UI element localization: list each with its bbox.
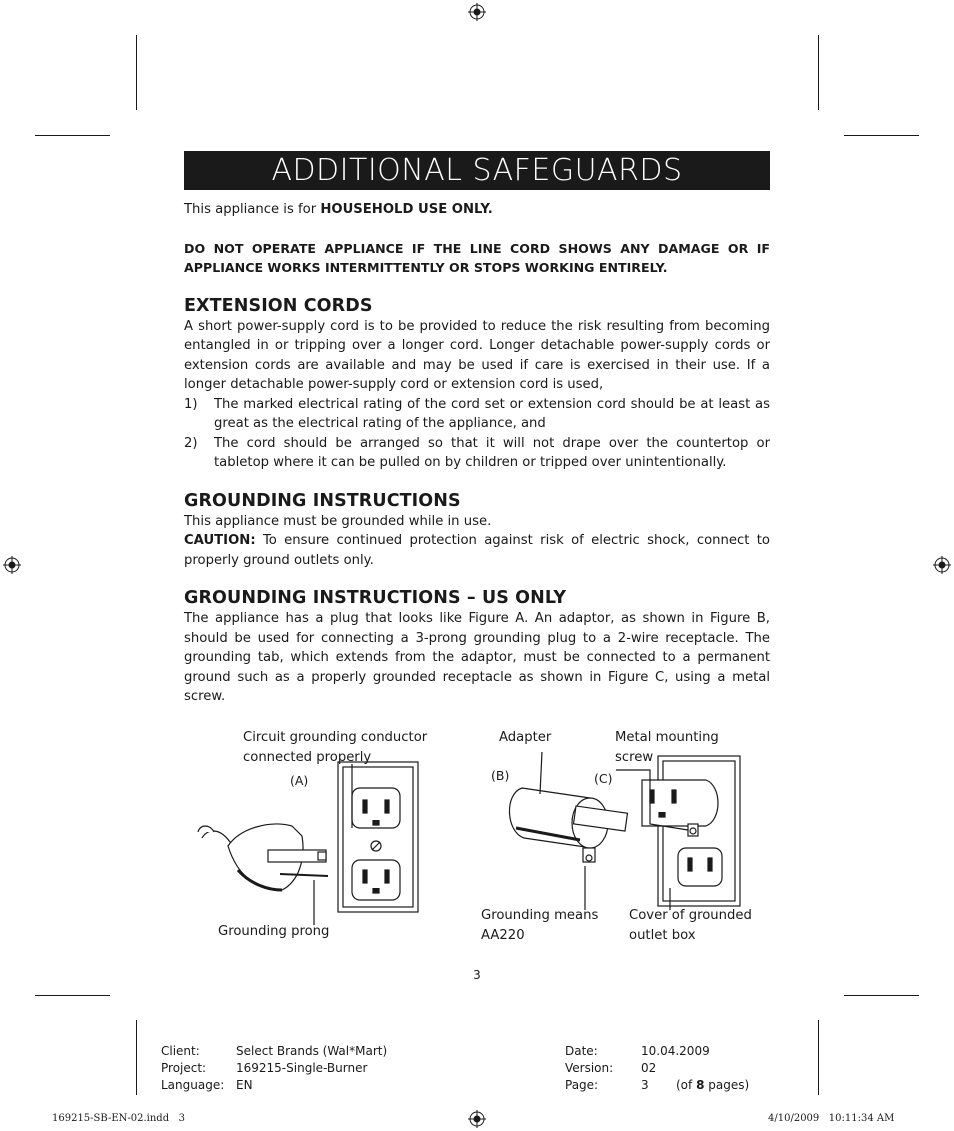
extension-cords-body: A short power-supply cord is to be provided to reduce the risk resulting from becoming entangled in or tripping over a longer cord. Longer detachable power-supply cords or extension cords are available and may be used if care is exercised in their use. If a longer detachable power-supply cord or extension cord is used, [184, 318, 770, 392]
caution-text: To ensure continued protection against risk of electric shock, connect to properly ground outlets only. [184, 533, 770, 568]
outlet-c-lower [678, 848, 722, 886]
crop-mark-bottom-right-vertical [818, 1020, 819, 1095]
slug-timestamp: 4/10/2009 10:11:34 AM [768, 1113, 895, 1124]
footer-page-total [676, 1077, 749, 1094]
footer-version-value: 02 [641, 1061, 657, 1075]
footer-date-label: Date: [565, 1044, 598, 1058]
label-grounding-prong: Grounding prong [218, 924, 330, 939]
label-line: AA220 [481, 927, 525, 943]
main-content [184, 200, 770, 707]
crop-mark-top-right-horizontal [844, 135, 919, 136]
intro-emphasis: HOUSEHOLD USE ONLY. [320, 202, 493, 217]
registration-mark-icon [933, 556, 951, 574]
list-item-number: 2) [184, 435, 198, 451]
plug-cord-end [198, 826, 214, 832]
footer-client-value: Select Brands (Wal*Mart) [236, 1044, 388, 1058]
footer-page-label: Page: [565, 1078, 599, 1092]
list-item-text: The cord should be arranged so that it will not drape over the countertop or tabletop where it can be pulled on by children or tripped over unintentionally. [214, 435, 770, 470]
list-item [184, 434, 770, 473]
footer-project-label: Project: [161, 1061, 207, 1075]
label-circuit-grounding [243, 728, 427, 767]
label-adapter: Adapter [499, 730, 552, 745]
list-item [184, 395, 770, 434]
label-line: outlet box [629, 927, 696, 943]
label-line: Grounding means [481, 908, 599, 923]
label-line: Circuit grounding conductor [243, 730, 428, 745]
registration-mark-icon [3, 556, 21, 574]
label-line: screw [615, 749, 654, 765]
label-line: Cover of grounded [629, 908, 752, 923]
footer-version-label: Version: [565, 1061, 614, 1075]
extension-cords-list [184, 395, 770, 473]
extension-cords-heading: EXTENSION CORDS [184, 295, 373, 316]
list-item-number: 1) [184, 396, 198, 412]
label-figure-c: (C) [594, 771, 613, 786]
list-item-text: The marked electrical rating of the cord set or extension cord should be at least as great as the electrical rating of the appliance, and [214, 396, 770, 431]
grounding-line: This appliance must be grounded while in use. [184, 513, 492, 529]
grounding-heading: GROUNDING INSTRUCTIONS [184, 490, 461, 511]
slug-filename: 169215-SB-EN-02.indd 3 [52, 1113, 185, 1124]
caution-paragraph [184, 531, 770, 570]
label-figure-b: (B) [491, 768, 510, 783]
crop-mark-top-right-vertical [818, 35, 819, 110]
label-metal-mounting-screw [615, 728, 719, 767]
page-of-total: 8 [696, 1078, 705, 1092]
grounding-us-body: The appliance has a plug that looks like Figure A. An adaptor, as shown in Figure B, should be used for connecting a 3-prong grounding plug to a 2-wire receptacle. The grounding tab, which extends from the adaptor, must be connected to a permanent ground such as a properly grounded receptacle as shown in Figure C, using a metal screw. [184, 611, 770, 704]
footer-page-value: 3 [641, 1078, 649, 1092]
page-number: 3 [473, 968, 481, 982]
page-title: ADDITIONAL SAFEGUARDS [184, 151, 770, 190]
footer-language-label: Language: [161, 1078, 225, 1092]
footer-client-label: Client: [161, 1044, 200, 1058]
crop-mark-bottom-right-horizontal [844, 995, 919, 996]
page-of-suffix: pages) [704, 1078, 750, 1092]
page-of-prefix: (of [676, 1078, 697, 1092]
label-cover-outlet-box [629, 906, 752, 945]
plug-prong-top-tip [318, 852, 326, 860]
warning-paragraph: DO NOT OPERATE APPLIANCE IF THE LINE CORD SHOWS ANY DAMAGE OR IF APPLIANCE WORKS INTERMITTENTLY OR STOPS WORKING ENTIRELY. [184, 240, 770, 275]
plug-prong-top [268, 850, 326, 862]
caution-label: CAUTION: [184, 533, 256, 548]
grounding-us-heading: GROUNDING INSTRUCTIONS – US ONLY [184, 588, 567, 608]
registration-mark-icon [468, 1110, 486, 1128]
intro-text: This appliance is for [184, 202, 321, 217]
footer-date-value: 10.04.2009 [641, 1044, 710, 1058]
crop-mark-top-left-vertical [136, 35, 137, 110]
label-grounding-means [481, 906, 598, 945]
label-figure-a: (A) [290, 773, 309, 788]
registration-mark-icon [468, 3, 486, 21]
label-line: connected properly [243, 749, 372, 765]
footer-project-value: 169215-Single-Burner [236, 1061, 368, 1075]
outlet-a-lower [352, 860, 400, 900]
footer-language-value: EN [236, 1078, 253, 1092]
crop-mark-bottom-left-horizontal [35, 995, 110, 996]
intro-paragraph [184, 200, 770, 220]
crop-mark-top-left-horizontal [35, 135, 110, 136]
crop-mark-bottom-left-vertical [136, 1020, 137, 1095]
label-line: Metal mounting [615, 730, 719, 745]
